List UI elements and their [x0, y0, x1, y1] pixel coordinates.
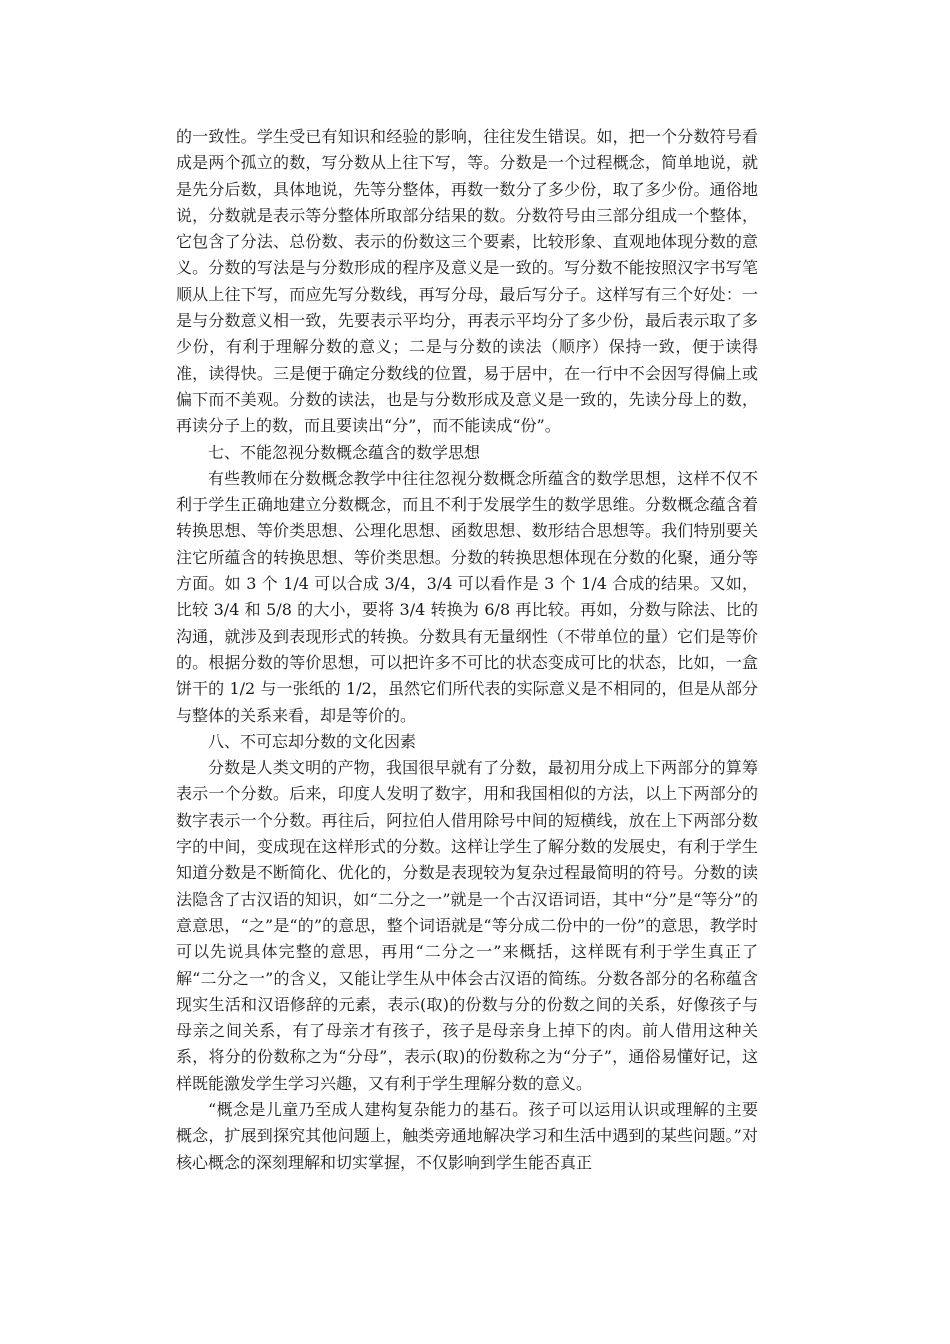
paragraph-culture: 分数是人类文明的产物，我国很早就有了分数，最初用分成上下两部分的算筹表示一个分数。后来，印度人发明了数字，用和我国相似的方法，以上下两部分的数字表示一个分数。再往后，阿拉伯人借用除号中间的短横线，放在上下两部分数字的中间，变成现在这样形式的分数。这样让学生了解分数的发展史，有利于学生知道分数是不断简化、优化的，分数是表现较为复杂过程最简明的符号。分数的读法隐含了古汉语的知识，如“二分之一”就是一个古汉语词语，其中“分”是“等分”的意意思，“之”是“的”的意思，整个词语就是“等分成二份中的一份”的意思，教学时可以先说具体完整的意思，再用“二分之一”来概括，这样既有利于学生真正了解“二分之一”的含义，又能让学生从中体会古汉语的简练。分数各部分的名称蕴含现实生活和汉语修辞的元素，表示(取)的份数与分的份数之间的关系，好像孩子与母亲之间关系，有了母亲才有孩子，孩子是母亲身上掉下的肉。前人借用这种关系，将分的份数称之为“分母”，表示(取)的份数称之为“分子”，通俗易懂好记，这样既能激发学生学习兴趣，又有利于学生理解分数的意义。 [176, 758, 758, 1093]
section-heading-eight: 八、不可忘却分数的文化因素 [208, 731, 417, 751]
paragraph-quote: “概念是儿童乃至成人建构复杂能力的基石。孩子可以运用认识或理解的主要概念，扩展到探究其他问题上，触类旁通地解决学习和生活中遇到的某些问题。”对核心概念的深刻理解和切实掌握，不仅影响到学生能否真正 [176, 1099, 758, 1172]
document-page [176, 124, 758, 1176]
section-heading-seven: 七、不能忽视分数概念蕴含的数学思想 [208, 442, 481, 462]
paragraph-continued: 的一致性。学生受已有知识和经验的影响，往往发生错误。如，把一个分数符号看成是两个孤立的数，写分数从上往下写，等。分数是一个过程概念，简单地说，就是先分后数，具体地说，先等分整体，再数一数分了多少份，取了多少份。通俗地说，分数就是表示等分整体所取部分结果的数。分数符号由三部分组成一个整体，它包含了分法、总份数、表示的份数这三个要素，比较形象、直观地体现分数的意义。分数的写法是与分数形成的程序及意义是一致的。写分数不能按照汉字书写笔顺从上往下写，而应先写分数线，再写分母，最后写分子。这样写有三个好处：一是与分数意义相一致，先要表示平均分，再表示平均分了多少份，最后表示取了多少份，有利于理解分数的意义；二是与分数的读法（顺序）保持一致，便于读得准，读得快。三是便于确定分数线的位置，易于居中，在一行中不会因写得偏上或偏下而不美观。分数的读法，也是与分数形成及意义是一致的，先读分母上的数，再读分子上的数，而且要读出“分”，而不能读成“份”。 [176, 127, 758, 436]
paragraph-math-thinking: 有些教师在分数概念教学中往往忽视分数概念所蕴含的数学思想，这样不仅不利于学生正确地建立分数概念，而且不利于发展学生的数学思维。分数概念蕴含着转换思想、等价类思想、公理化思想、函数思想、数形结合思想等。我们特别要关注它所蕴含的转换思想、等价类思想。分数的转换思想体现在分数的化聚，通分等方面。如 3 个 1/4 可以合成 3/4，3/4 可以看作是 3 个 1/4 合成的结果。又如，比较 3/4 和 5/8 的大小，要将 3/4 转换为 6/8 再比较。再如，分数与除法、比的沟通，就涉及到表现形式的转换。分数具有无量纲性（不带单位的量）它们是等价的。根据分数的等价思想，可以把许多不可比的状态变成可比的状态，比如，一盒饼干的 1/2 与一张纸的 1/2，虽然它们所代表的实际意义是不相同的，但是从部分与整体的关系来看，却是等价的。 [176, 468, 758, 725]
